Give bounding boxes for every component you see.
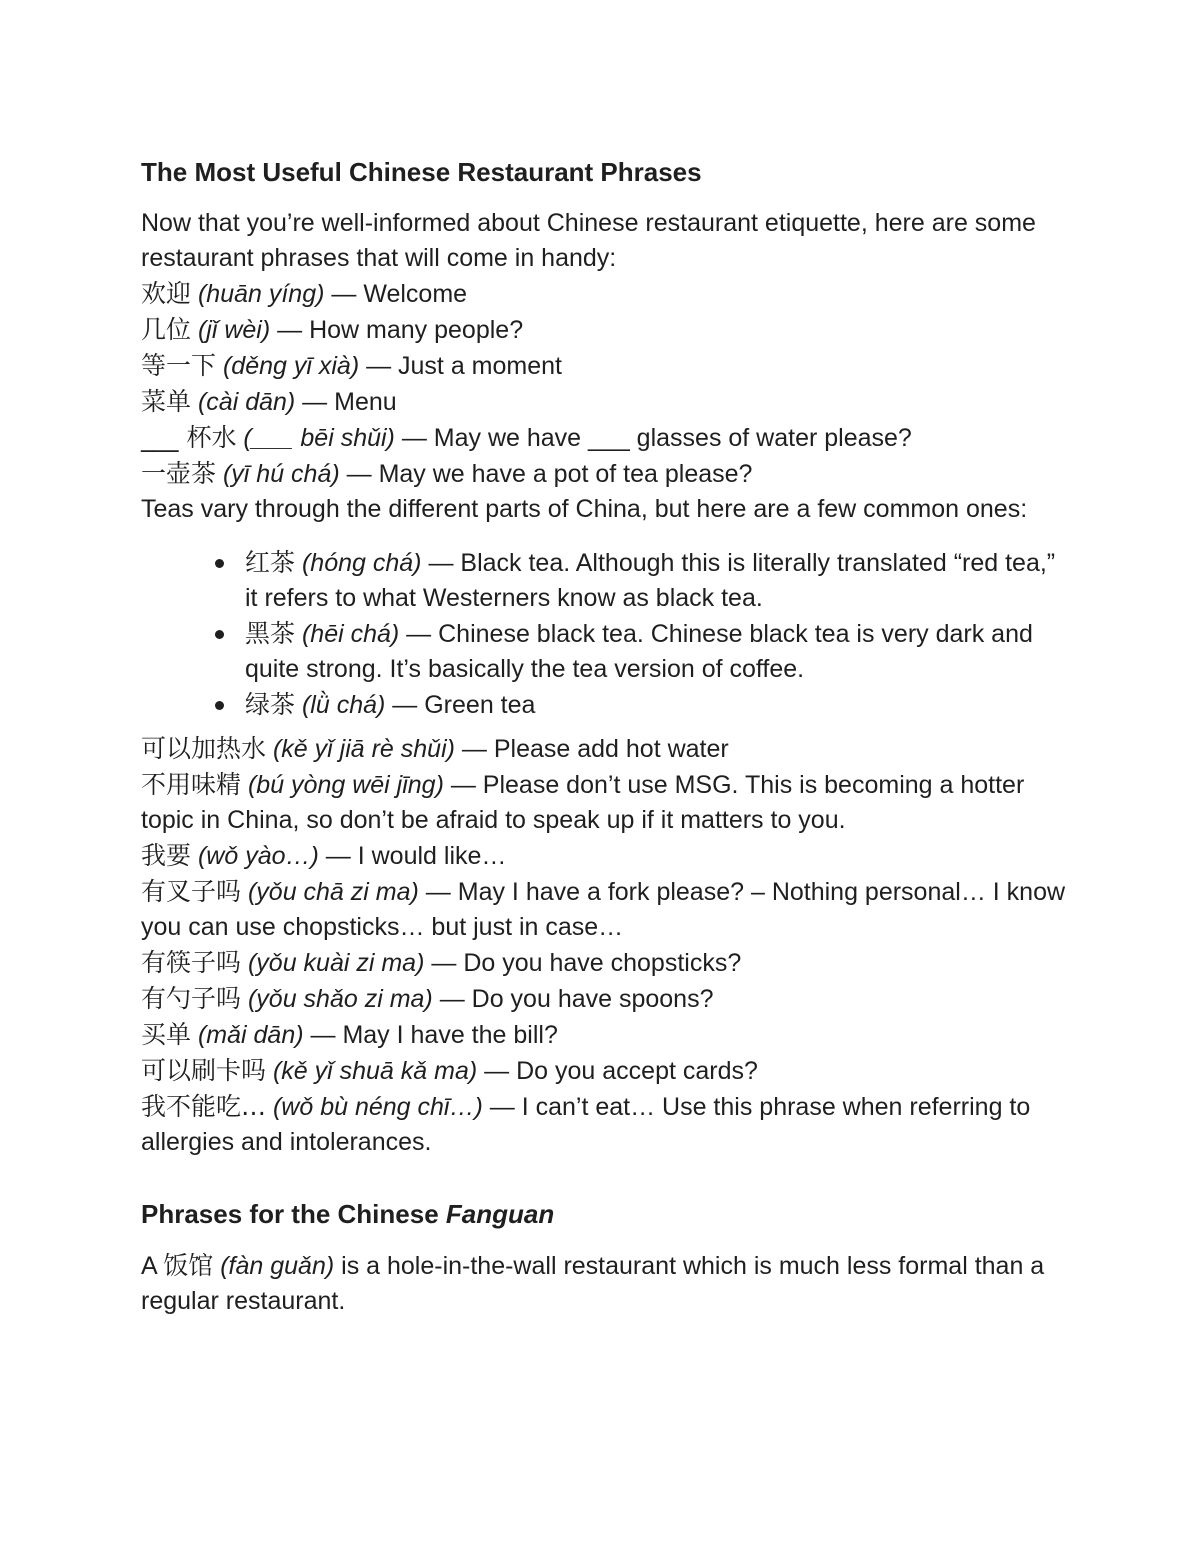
tea-list-item [245, 687, 1071, 723]
phrase-chinese: 红茶 [245, 548, 296, 577]
phrase-chinese: 菜单 [141, 387, 192, 416]
phrase-chinese: 有叉子吗 [141, 877, 242, 906]
phrase-chinese: 欢迎 [141, 279, 192, 308]
fanguan-post: is a hole-in-the-wall restaurant which is much less formal than a regular restaurant. [141, 1252, 1045, 1315]
tea-list [141, 545, 1071, 723]
heading-emphasis: Fanguan [445, 1199, 555, 1229]
phrase-translation: — May I have the bill? [303, 1021, 558, 1049]
document-body [141, 150, 1071, 1319]
phrase-chinese: 绿茶 [245, 690, 296, 719]
phrase-line [141, 981, 1071, 1017]
phrase-chinese: 我要 [141, 841, 192, 870]
phrase-chinese: 黑茶 [245, 619, 296, 648]
phrase-translation: — May I have a fork please? – Nothing personal… I know you can use chopsticks… but just in case… [141, 878, 1066, 941]
phrase-pinyin: (bú yòng wēi jīng) [247, 771, 444, 799]
phrase-translation: — Do you have spoons? [432, 985, 714, 1013]
heading-prefix: Phrases for the Chinese [141, 1199, 446, 1229]
phrase-line [141, 1017, 1071, 1053]
phrase-line [141, 767, 1071, 838]
phrase-translation: — May we have a pot of tea please? [339, 460, 753, 488]
phrase-chinese: 一壶茶 [141, 459, 217, 488]
phrase-line [141, 312, 1071, 348]
phrase-chinese: 可以刷卡吗 [141, 1056, 267, 1085]
phrase-pinyin: (cài dān) [197, 388, 296, 416]
fanguan-pinyin: (fàn guǎn) [220, 1252, 335, 1280]
phrase-chinese: 我不能吃… [141, 1092, 267, 1121]
phrase-line [141, 348, 1071, 384]
phrase-line [141, 1053, 1071, 1089]
phrase-line [141, 276, 1071, 312]
phrase-pinyin: (jǐ wèi) [197, 316, 271, 344]
intro-paragraph: Now that you’re well-informed about Chinese restaurant etiquette, here are some restaurant phrases that will come in handy: [141, 209, 1036, 272]
phrase-pinyin: (děng yī xià) [222, 352, 360, 380]
phrase-line [141, 1089, 1071, 1160]
phrase-translation: — Please don’t use MSG. This is becoming a hotter topic in China, so don’t be afraid to speak up if it matters to you. [141, 771, 1025, 834]
phrase-translation: — Green tea [385, 691, 536, 719]
phrase-pinyin: (___ bēi shǔi) [243, 424, 395, 452]
teas-intro: Teas vary through the different parts of China, but here are a few common ones: [141, 495, 1028, 523]
phrase-pinyin: (hēi chá) [301, 620, 400, 648]
phrase-translation: — Do you have chopsticks? [424, 949, 742, 977]
fanguan-chinese: 饭馆 [163, 1251, 214, 1280]
phrase-pinyin: (kě yǐ jiā rè shǔi) [272, 735, 455, 763]
phrase-chinese: 可以加热水 [141, 734, 267, 763]
phrase-translation: — Black tea. Although this is literally translated “red tea,” it refers to what Westerners know as black tea. [245, 549, 1056, 612]
phrase-line [141, 731, 1071, 767]
phrase-translation: — Chinese black tea. Chinese black tea is very dark and quite strong. It’s basically the tea version of coffee. [245, 620, 1033, 683]
fanguan-paragraph [141, 1248, 1071, 1319]
tea-list-item [245, 545, 1071, 616]
phrase-translation: — How many people? [270, 316, 524, 344]
phrase-chinese: 买单 [141, 1020, 192, 1049]
phrase-pinyin: (kě yǐ shuā kǎ ma) [272, 1057, 478, 1085]
phrase-chinese: 几位 [141, 315, 192, 344]
phrase-pinyin: (lǜ chá) [301, 691, 386, 719]
phrase-translation: — Just a moment [359, 352, 562, 380]
phrase-translation: — May we have ___ glasses of water please? [394, 424, 912, 452]
phrase-pinyin: (yī hú chá) [222, 460, 340, 488]
fanguan-pre: A [141, 1252, 164, 1280]
phrase-translation: — I can’t eat… Use this phrase when referring to allergies and intolerances. [141, 1093, 1031, 1156]
phrase-chinese: 等一下 [141, 351, 217, 380]
phrase-chinese: 不用味精 [141, 770, 242, 799]
phrase-pinyin: (wǒ yào…) [197, 842, 319, 870]
phrase-line [141, 874, 1071, 945]
phrase-line [141, 945, 1071, 981]
phrase-line [141, 456, 1071, 492]
phrase-translation: — Please add hot water [454, 735, 729, 763]
phrase-chinese: ___ 杯水 [141, 423, 237, 452]
phrase-pinyin: (hóng chá) [301, 549, 422, 577]
phrase-pinyin: (yǒu kuài zi ma) [247, 949, 425, 977]
phrase-line [141, 420, 1071, 456]
phrase-chinese: 有筷子吗 [141, 948, 242, 977]
section-heading-fanguan [141, 1192, 1071, 1236]
phrase-translation: — Menu [295, 388, 397, 416]
phrase-translation: — Do you accept cards? [477, 1057, 758, 1085]
phrase-pinyin: (huān yíng) [197, 280, 325, 308]
phrase-line [141, 838, 1071, 874]
phrase-list [141, 276, 1071, 492]
phrase-pinyin: (yǒu shǎo zi ma) [247, 985, 433, 1013]
phrase-translation: — Welcome [324, 280, 468, 308]
phrase-chinese: 有勺子吗 [141, 984, 242, 1013]
phrase-list-2 [141, 731, 1071, 1160]
phrase-translation: — I would like… [318, 842, 507, 870]
phrase-line [141, 384, 1071, 420]
phrase-pinyin: (wǒ bù néng chī…) [272, 1093, 483, 1121]
tea-list-item [245, 616, 1071, 687]
phrase-pinyin: (yǒu chā zi ma) [247, 878, 419, 906]
phrase-pinyin: (mǎi dān) [197, 1021, 304, 1049]
section-heading: The Most Useful Chinese Restaurant Phrases [141, 157, 702, 187]
